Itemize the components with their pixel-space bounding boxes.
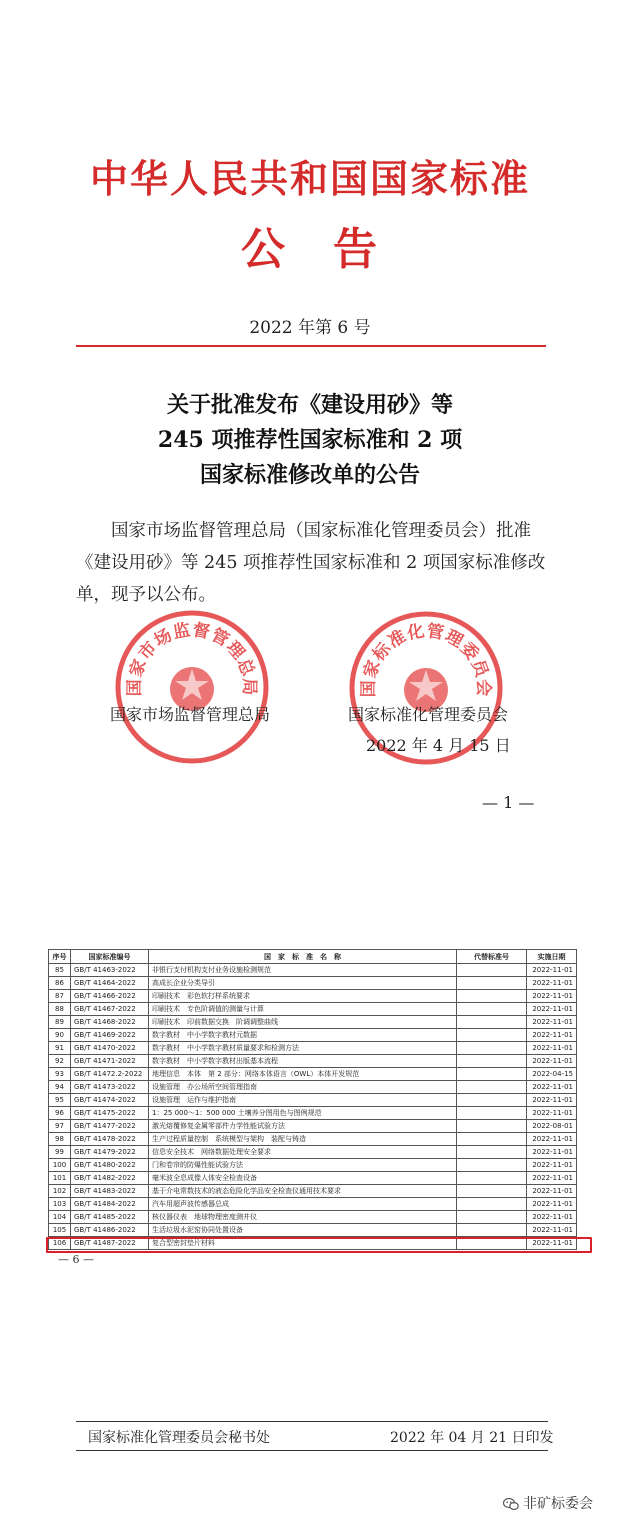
cell-name: 印刷技术 专色阶调值的测量与计算 <box>149 1003 457 1016</box>
cell-seq: 99 <box>49 1146 71 1159</box>
cell-name: 设施管理 运作与维护指南 <box>149 1094 457 1107</box>
table-row <box>49 1146 577 1159</box>
cell-code: GB/T 41477-2022 <box>71 1120 149 1133</box>
cell-code: GB/T 41473-2022 <box>71 1081 149 1094</box>
cell-date: 2022-11-01 <box>527 1237 577 1250</box>
table-row <box>49 1081 577 1094</box>
cell-date: 2022-11-01 <box>527 1016 577 1029</box>
cell-name: 设施管理 办公场所空间管理指南 <box>149 1081 457 1094</box>
cell-seq: 89 <box>49 1016 71 1029</box>
table-row <box>49 1042 577 1055</box>
cell-replace <box>457 964 527 977</box>
cell-name: 核仪器仪表 地球物理密度测井仪 <box>149 1211 457 1224</box>
cell-replace <box>457 1003 527 1016</box>
cell-seq: 102 <box>49 1185 71 1198</box>
table-row <box>49 1094 577 1107</box>
cell-name: 1：25 000～1：500 000 土壤养分图用色与图例规范 <box>149 1107 457 1120</box>
header-replace: 代替标准号 <box>457 950 527 964</box>
cell-code: GB/T 41467-2022 <box>71 1003 149 1016</box>
cell-code: GB/T 41466-2022 <box>71 990 149 1003</box>
cell-date: 2022-11-01 <box>527 1042 577 1055</box>
cell-replace <box>457 1029 527 1042</box>
cell-name: 门和卷帘的防爆性能试验方法 <box>149 1159 457 1172</box>
cell-name: 汽车用超声波传感器总成 <box>149 1198 457 1211</box>
cell-code: GB/T 41478-2022 <box>71 1133 149 1146</box>
cell-date: 2022-04-15 <box>527 1068 577 1081</box>
cell-date: 2022-11-01 <box>527 1133 577 1146</box>
watermark-text: 非矿标委会 <box>523 1496 593 1512</box>
cell-date: 2022-11-01 <box>527 1185 577 1198</box>
cell-replace <box>457 1133 527 1146</box>
cell-code: GB/T 41470-2022 <box>71 1042 149 1055</box>
cell-name: 毫米波全息成像人体安全检查设备 <box>149 1172 457 1185</box>
header-code: 国家标准编号 <box>71 950 149 964</box>
cell-code: GB/T 41484-2022 <box>71 1198 149 1211</box>
headline-line-3: 国家标准修改单的公告 <box>199 462 420 488</box>
cell-code: GB/T 41485-2022 <box>71 1211 149 1224</box>
cell-date: 2022-11-01 <box>527 1003 577 1016</box>
cell-name: 非银行支付机构支付业务设施检测规范 <box>149 964 457 977</box>
cell-replace <box>457 1120 527 1133</box>
cell-seq: 86 <box>49 977 71 990</box>
highlight-box <box>46 1237 592 1253</box>
cell-date: 2022-11-01 <box>527 990 577 1003</box>
cell-seq: 92 <box>49 1055 71 1068</box>
cell-name: 数字教材 中小学数字教材元数据 <box>149 1029 457 1042</box>
cell-date: 2022-08-01 <box>527 1120 577 1133</box>
cell-seq: 88 <box>49 1003 71 1016</box>
cell-replace <box>457 1159 527 1172</box>
cell-date: 2022-11-01 <box>527 1107 577 1120</box>
cell-name: 数字教材 中小学数字教材质量要求和检测方法 <box>149 1042 457 1055</box>
cell-code: GB/T 41464-2022 <box>71 977 149 990</box>
cell-name: 复合型密封垫片材料 <box>149 1237 457 1250</box>
document-title: 中华人民共和国国家标准 <box>89 156 530 201</box>
svg-text:国家标准化管理委员会: 国家标准化管理委员会 <box>358 621 494 698</box>
footer-date: 2022 年 04 月 21 日印发 <box>390 1430 554 1446</box>
cell-replace <box>457 1068 527 1081</box>
cell-date: 2022-11-01 <box>527 1094 577 1107</box>
cell-code: GB/T 41475-2022 <box>71 1107 149 1120</box>
cell-code: GB/T 41474-2022 <box>71 1094 149 1107</box>
table-row <box>49 1055 577 1068</box>
cell-replace <box>457 1146 527 1159</box>
cell-replace <box>457 1198 527 1211</box>
cell-seq: 104 <box>49 1211 71 1224</box>
cell-replace <box>457 1107 527 1120</box>
cell-date: 2022-11-01 <box>527 1146 577 1159</box>
signature-date: 2022 年 4 月 15 日 <box>366 736 511 755</box>
cell-date: 2022-11-01 <box>527 1029 577 1042</box>
cell-code: GB/T 41482-2022 <box>71 1172 149 1185</box>
footer-rule-top <box>76 1421 548 1422</box>
cell-code: GB/T 41468-2022 <box>71 1016 149 1029</box>
headline-line-2: 245 项推荐性国家标准和 2 项 <box>157 427 463 453</box>
cell-replace <box>457 1211 527 1224</box>
cell-code: GB/T 41483-2022 <box>71 1185 149 1198</box>
cell-seq: 100 <box>49 1159 71 1172</box>
cell-seq: 93 <box>49 1068 71 1081</box>
table-row <box>49 1003 577 1016</box>
cell-seq: 95 <box>49 1094 71 1107</box>
cell-seq: 87 <box>49 990 71 1003</box>
cell-code: GB/T 41479-2022 <box>71 1146 149 1159</box>
table-row <box>49 964 577 977</box>
table-row <box>49 1068 577 1081</box>
cell-name: 印刷技术 印前数据交换 阶调调整曲线 <box>149 1016 457 1029</box>
cell-replace <box>457 1081 527 1094</box>
cell-seq: 90 <box>49 1029 71 1042</box>
table-row <box>49 1107 577 1120</box>
cell-date: 2022-11-01 <box>527 1198 577 1211</box>
cell-replace <box>457 990 527 1003</box>
cell-seq: 91 <box>49 1042 71 1055</box>
cell-name: 数字教材 中小学数字教材出版基本流程 <box>149 1055 457 1068</box>
cell-seq: 97 <box>49 1120 71 1133</box>
cell-name: 高成长企业分类导引 <box>149 977 457 990</box>
cell-seq: 85 <box>49 964 71 977</box>
standards-table <box>48 949 577 1250</box>
cell-date: 2022-11-01 <box>527 1081 577 1094</box>
table-row <box>49 990 577 1003</box>
cell-date: 2022-11-01 <box>527 1172 577 1185</box>
cell-code: GB/T 41472.2-2022 <box>71 1068 149 1081</box>
footer-issuer: 国家标准化管理委员会秘书处 <box>88 1430 270 1446</box>
cell-seq: 105 <box>49 1224 71 1237</box>
red-divider <box>76 345 546 347</box>
cell-replace <box>457 1094 527 1107</box>
table-row <box>49 1224 577 1237</box>
cell-code: GB/T 41469-2022 <box>71 1029 149 1042</box>
cell-date: 2022-11-01 <box>527 964 577 977</box>
cell-seq: 98 <box>49 1133 71 1146</box>
table-row <box>49 1120 577 1133</box>
signatory-right: 国家标准化管理委员会 <box>348 705 509 724</box>
footer-rule-bottom <box>76 1450 548 1451</box>
seal-left-icon <box>112 607 272 767</box>
table-row <box>49 977 577 990</box>
cell-code: GB/T 41471-2022 <box>71 1055 149 1068</box>
cell-name: 地理信息 本体 第 2 部分：网络本体语言（OWL）本体开发规范 <box>149 1068 457 1081</box>
table-header-row <box>49 950 577 964</box>
cell-seq: 101 <box>49 1172 71 1185</box>
cell-code: GB/T 41486-2022 <box>71 1224 149 1237</box>
watermark <box>503 1493 593 1513</box>
table-row <box>49 1159 577 1172</box>
issue-number: 2022 年第 6 号 <box>249 318 371 338</box>
cell-name: 生活垃圾水泥窑协同处置设备 <box>149 1224 457 1237</box>
cell-replace <box>457 1055 527 1068</box>
cell-replace <box>457 1172 527 1185</box>
cell-replace <box>457 1185 527 1198</box>
cell-replace <box>457 1016 527 1029</box>
header-seq: 序号 <box>49 950 71 964</box>
cell-replace <box>457 1042 527 1055</box>
cell-date: 2022-11-01 <box>527 1055 577 1068</box>
wechat-icon <box>503 1497 519 1511</box>
table-row <box>49 1172 577 1185</box>
signatory-left: 国家市场监督管理总局 <box>110 705 271 724</box>
cell-date: 2022-11-01 <box>527 977 577 990</box>
announcement-body: 国家市场监督管理总局（国家标准化管理委员会）批准《建设用砂》等 245 项推荐性国家标准和 2 项国家标准修改单，现予以公布。 <box>76 521 546 605</box>
cell-name: 印刷技术 彩色软打样系统要求 <box>149 990 457 1003</box>
table-row <box>49 1185 577 1198</box>
cell-name: 信息安全技术 网络数据处理安全要求 <box>149 1146 457 1159</box>
cell-date: 2022-11-01 <box>527 1224 577 1237</box>
cell-seq: 103 <box>49 1198 71 1211</box>
table-row <box>49 1029 577 1042</box>
cell-name: 生产过程质量控制 系统模型与架构 装配与铸造 <box>149 1133 457 1146</box>
cell-seq: 94 <box>49 1081 71 1094</box>
cell-date: 2022-11-01 <box>527 1211 577 1224</box>
page-number-1: — 1 — <box>482 793 535 812</box>
header-name: 国 家 标 准 名 称 <box>149 950 457 964</box>
cell-seq: 106 <box>49 1237 71 1250</box>
page-number-6: — 6 — <box>58 1253 94 1266</box>
table-row <box>49 1198 577 1211</box>
headline-line-1: 关于批准发布《建设用砂》等 <box>166 392 453 418</box>
table-row <box>49 1016 577 1029</box>
cell-code: GB/T 41463-2022 <box>71 964 149 977</box>
cell-name: 基于介电常数技术的液态危险化学品安全检查仪通用技术要求 <box>149 1185 457 1198</box>
cell-replace <box>457 1224 527 1237</box>
cell-replace <box>457 977 527 990</box>
cell-seq: 96 <box>49 1107 71 1120</box>
header-date: 实施日期 <box>527 950 577 964</box>
cell-date: 2022-11-01 <box>527 1159 577 1172</box>
cell-code: GB/T 41487-2022 <box>71 1237 149 1250</box>
table-row <box>49 1211 577 1224</box>
document-subtitle: 公 告 <box>241 224 379 275</box>
cell-name: 激光熔覆修复金属零部件力学性能试验方法 <box>149 1120 457 1133</box>
cell-code: GB/T 41480-2022 <box>71 1159 149 1172</box>
table-row <box>49 1133 577 1146</box>
svg-text:国家市场监督管理总局: 国家市场监督管理总局 <box>124 620 260 697</box>
